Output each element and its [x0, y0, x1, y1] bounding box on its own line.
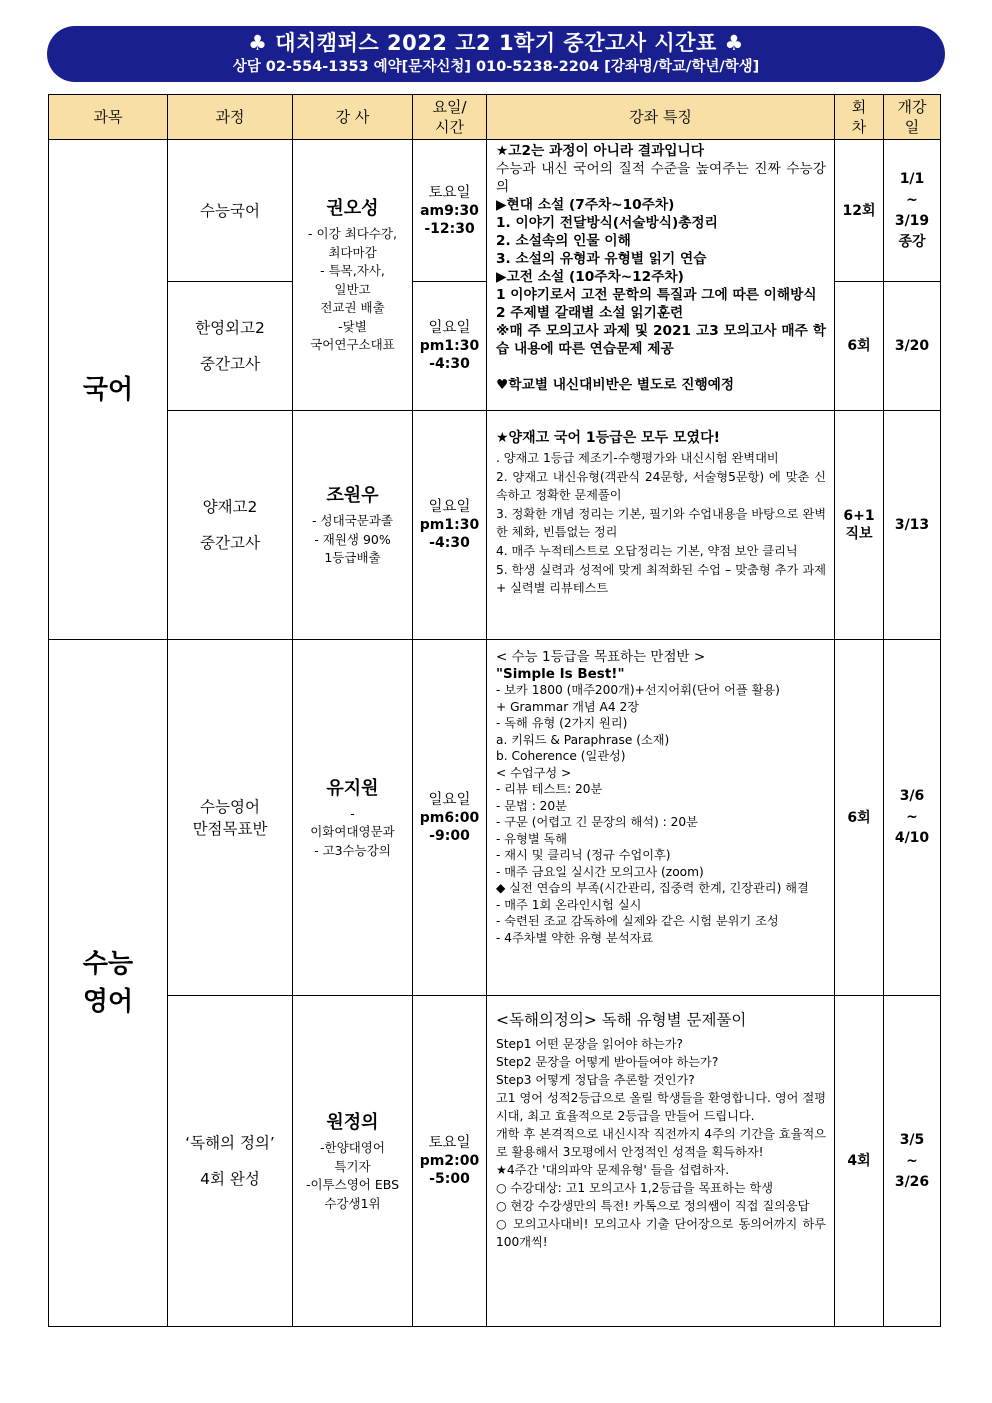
contact-info: 상담 02-554-1353 예약[문자신청] 010-5238-2204 [강좌명/학교/학년/학생] — [232, 59, 760, 75]
schedule-table — [48, 94, 941, 1327]
course-cell: ‘독해의 정의’ 4회 완성 — [168, 996, 293, 1327]
sessions-cell: 4회 — [835, 996, 884, 1327]
col-open: 개강 일 — [884, 95, 941, 140]
table-row — [49, 140, 941, 282]
description-cell: <독해의정의> 독해 유형별 문제풀이 Step1 어떤 문장을 읽어야 하는가? Step2 문장을 어떻게 받아들여야 하는가? Step3 어떻게 정답을 추론할 것인가? 고1 영어 성적2등급으로 올릴 학생들을 환영합니다. 영어 절평시대, 최고 효율적으로 2등급을 만들어 드립니다. 개학 후 본격적으로 내신시작 직전까지 4주의 기간을 효율적으로 활용해서 3모평에서 안정적인 성적을 획득하자! ★4주간 '대의파악 문제유형' 들을 섭렵하자. ○ 수강대상: 고1 모의고사 1,2등급을 목표하는 학생 ○ 현강 수강생만의 특전! 카톡으로 정의쌤이 직접 질의응답 ○ 모의고사대비! 모의고사 기출 단어장으로 동의어까지 하루 100개씩! — [487, 996, 835, 1327]
open-date-cell: 3/6 ~ 4/10 — [884, 640, 941, 996]
time-cell: 일요일 pm6:00 -9:00 — [413, 640, 487, 996]
sessions-cell: 6회 — [835, 640, 884, 996]
open-date-cell: 3/5 ~ 3/26 — [884, 996, 941, 1327]
time-cell: 토요일 am9:30 -12:30 — [413, 140, 487, 282]
teacher-bio: - 성대국문과졸 - 재원생 90% 1등급배출 — [312, 513, 393, 566]
col-desc: 강좌 특징 — [487, 95, 835, 140]
col-course: 과정 — [168, 95, 293, 140]
time-cell: 일요일 pm1:30 -4:30 — [413, 282, 487, 411]
subject-korean: 국어 — [49, 140, 168, 640]
course-cell: 양재고2 중간고사 — [168, 411, 293, 640]
teacher-cell — [293, 140, 413, 411]
header-row — [49, 95, 941, 140]
time-cell: 일요일 pm1:30 -4:30 — [413, 411, 487, 640]
table-row — [49, 640, 941, 996]
page-title: ♣ 대치캠퍼스 2022 고2 1학기 중간고사 시간표 ♣ — [248, 31, 744, 55]
teacher-name: 원정의 — [326, 1112, 379, 1133]
teacher-cell — [293, 640, 413, 996]
description-cell: < 수능 1등급을 목표하는 만점반 > "Simple Is Best!" - 보카 1800 (매주200개)+선지어휘(단어 어플 활용) + Grammar 개념 A4 2장 - 독해 유형 (2가지 원리) a. 키워드 & Paraphrase (소재) b. Coherence (일관성) < 수업구성 > - 리뷰 테스트: 20분 - 문법 : 20분 - 구문 (어렵고 긴 문장의 해석) : 20분 - 유형별 독해 - 재시 및 클리닉 (정규 수업이후) - 매주 금요일 실시간 모의고사 (zoom) ◆ 실전 연습의 부족(시간관리, 집중력 한계, 긴장관리) 해결 - 매주 1회 온라인시험 실시 - 숙련된 조교 감독하에 실제와 같은 시험 분위기 조성 - 4주차별 약한 유형 분석자료 — [487, 640, 835, 996]
teacher-cell — [293, 411, 413, 640]
teacher-name: 조원우 — [326, 485, 379, 507]
course-cell: 수능국어 — [168, 140, 293, 282]
col-sessions: 회 차 — [835, 95, 884, 140]
teacher-bio: -한양대영어 특기자 -이투스영어 EBS 수강생1위 — [305, 1140, 400, 1211]
teacher-name: 권오성 — [326, 198, 379, 220]
sessions-cell: 12회 — [835, 140, 884, 282]
col-time: 요일/ 시간 — [413, 95, 487, 140]
teacher-name: 유지원 — [326, 777, 379, 799]
title-banner — [47, 26, 945, 82]
open-date-cell: 3/20 — [884, 282, 941, 411]
description-cell: ★양재고 국어 1등급은 모두 모였다! . 양재고 1등급 제조기-수행평가와 내신시험 완벽대비 2. 양재고 내신유형(객관식 24문항, 서술형5문항) 에 맞춘 신속하고 정확한 문제풀이 3. 정확한 개념 정리는 기본, 필기와 수업내용을 바탕으로 완벽한 체화, 빈틈없는 정리 4. 매주 누적테스트로 오답정리는 기본, 약점 보안 클리닉 5. 학생 실력과 성적에 맞게 최적화된 수업 – 맞춤형 추가 과제 + 실력별 리뷰테스트 — [487, 411, 835, 640]
subject-english: 수능 영어 — [49, 640, 168, 1327]
table-row — [49, 411, 941, 640]
teacher-cell — [293, 996, 413, 1327]
time-cell: 토요일 pm2:00 -5:00 — [413, 996, 487, 1327]
description-cell: ★고2는 과정이 아니라 결과입니다 수능과 내신 국어의 질적 수준을 높여주는 진짜 수능강의 ▶현대 소설 (7주차~10주차) 1. 이야기 전달방식(서술방식)총정리 2. 소설속의 인물 이해 3. 소설의 유형과 유형별 읽기 연습 ▶고전 소설 (10주차~12주차) 1 이야기로서 고전 문학의 특질과 그에 따른 이해방식 2 주제별 갈래별 소설 읽기훈련 ※매 주 모의고사 과제 및 2021 고3 모의고사 매주 학습 내용에 따른 연습문제 제공 ♥학교별 내신대비반은 별도로 진행예정 — [487, 140, 835, 411]
open-date-cell: 1/1 ~ 3/19 종강 — [884, 140, 941, 282]
sessions-cell: 6회 — [835, 282, 884, 411]
teacher-bio: - 이강 최다수강, 최다마감 - 특목,자사, 일반고 전교권 배출 -닻별 국어연구소대표 — [308, 226, 397, 353]
col-subject: 과목 — [49, 95, 168, 140]
course-cell: 한영외고2 중간고사 — [168, 282, 293, 411]
open-date-cell: 3/13 — [884, 411, 941, 640]
teacher-bio: - 이화여대영문과 - 고3수능강의 — [310, 805, 395, 858]
course-cell: 수능영어 만점목표반 — [168, 640, 293, 996]
sessions-cell: 6+1 직보 — [835, 411, 884, 640]
table-row — [49, 996, 941, 1327]
col-teacher: 강 사 — [293, 95, 413, 140]
